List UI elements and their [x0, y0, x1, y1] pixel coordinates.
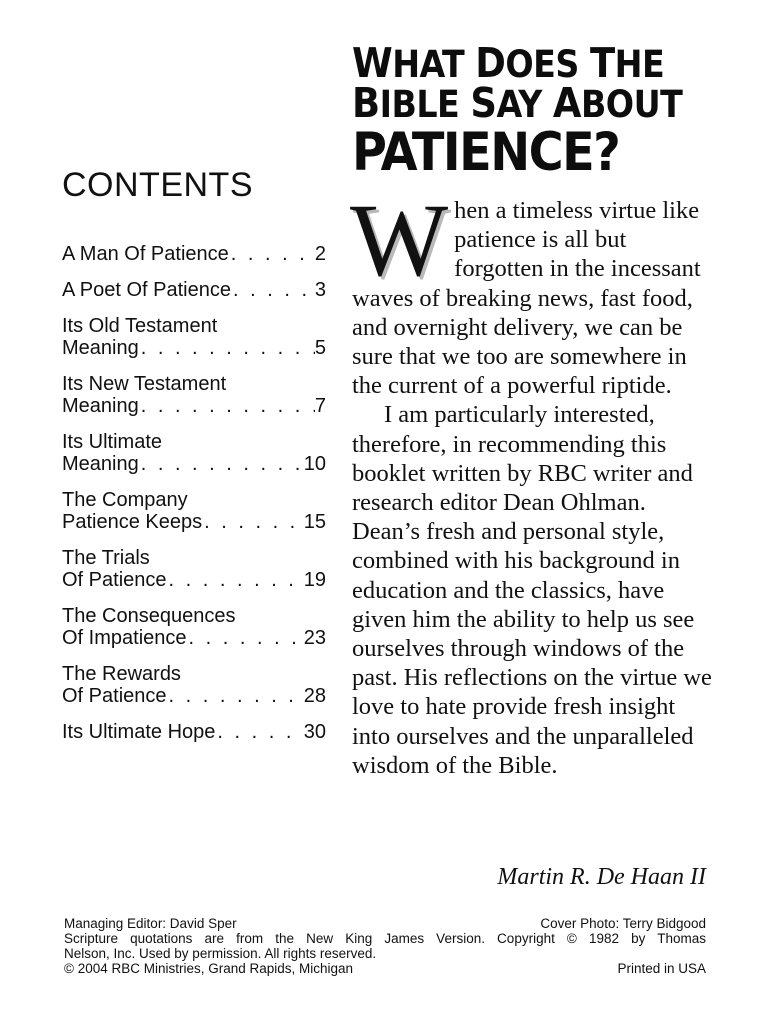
title-text: BOUT — [580, 83, 683, 126]
toc-leader-dots — [139, 395, 315, 417]
toc-entry-title: A Poet Of Patience — [62, 279, 231, 301]
toc-entry[interactable] — [62, 279, 326, 301]
title-cap: S — [470, 79, 497, 127]
title-line-3: PATIENCE? — [352, 122, 620, 183]
toc-page-number: 30 — [303, 721, 326, 743]
contents-heading: CONTENTS — [62, 166, 253, 204]
toc-entry-title-line: Its New Testament — [62, 373, 227, 395]
toc-page-number: 2 — [314, 243, 326, 265]
managing-editor-credit: Managing Editor: David Sper — [64, 916, 237, 931]
toc-entry[interactable] — [62, 243, 326, 265]
toc-entry[interactable] — [62, 431, 326, 475]
title-cap: T — [589, 39, 615, 87]
toc-leader-dots — [229, 243, 315, 265]
toc-entry-title: Patience Keeps — [62, 511, 203, 533]
table-of-contents — [62, 243, 326, 757]
printed-in-notice: Printed in USA — [617, 961, 706, 976]
title-cap: A — [552, 79, 581, 127]
title-cap: W — [352, 39, 393, 87]
title-line-1 — [352, 39, 752, 87]
toc-entry-title: Of Patience — [62, 685, 167, 707]
toc-entry-title: Of Impatience — [62, 627, 187, 649]
credits-footer — [64, 916, 706, 976]
toc-entry-title-line: Its Ultimate — [62, 431, 163, 453]
toc-entry-title: Of Patience — [62, 569, 167, 591]
toc-entry-title: Meaning — [62, 395, 139, 417]
toc-entry-title: A Man Of Patience — [62, 243, 229, 265]
toc-entry[interactable] — [62, 605, 326, 649]
scripture-notice-continued: Nelson, Inc. Used by permission. All rights reserved. — [64, 946, 377, 961]
toc-entry[interactable] — [62, 315, 326, 359]
toc-leader-dots — [215, 721, 303, 743]
toc-leader-dots — [202, 511, 304, 533]
title-line-2 — [352, 79, 752, 127]
toc-page-number: 7 — [314, 395, 326, 417]
title-text: IBLE — [379, 83, 471, 126]
title-text: AY — [496, 83, 553, 126]
cover-photo-credit: Cover Photo: Terry Bidgood — [540, 916, 706, 931]
intro-paragraph: I am particularly interested, therefore, in recommending this booklet written by RBC writer and research editor Dean Ohlman. Dean’s fresh and personal style, combined with his background in education and the classics, have given him the ability to help us see ourselves through windows of the past. His reflections on the virtue we love to hate provide fresh insight into ourselves and the unparalleled wisdom of the Bible. — [352, 401, 712, 779]
scripture-notice: Scripture quotations are from the New King James Version. Copyright © 1982 by Thomas — [64, 931, 706, 946]
toc-entry[interactable] — [62, 663, 326, 707]
toc-entry-title-line: The Consequences — [62, 605, 236, 627]
toc-page-number: 10 — [303, 453, 326, 475]
author-signature: Martin R. De Haan II — [497, 864, 706, 890]
intro-paragraph — [350, 183, 712, 400]
toc-entry[interactable] — [62, 547, 326, 591]
drop-cap: W — [350, 183, 449, 298]
toc-entry-title: Its Ultimate Hope — [62, 721, 216, 743]
toc-page-number: 3 — [314, 279, 326, 301]
toc-entry[interactable] — [62, 721, 326, 743]
toc-page-number: 5 — [314, 337, 326, 359]
title-cap: B — [352, 79, 380, 127]
toc-entry-title-line: The Trials — [62, 547, 150, 569]
toc-entry-title-line: Its Old Testament — [62, 315, 218, 337]
toc-entry-title: Meaning — [62, 337, 139, 359]
title-text: HAT — [392, 43, 476, 86]
toc-page-number: 19 — [303, 569, 326, 591]
introduction — [350, 183, 712, 780]
toc-leader-dots — [139, 337, 315, 359]
intro-paragraph-text: hen a timeless virtue like patience is all but forgotten in the incessant waves of breaking news, fast food, and overnight delivery, we can be sure that we too are somewhere in the current of a powerful riptide. — [352, 197, 701, 400]
toc-page-number: 15 — [303, 511, 326, 533]
title-text: HE — [614, 43, 665, 86]
toc-entry-title-line: The Company — [62, 489, 188, 511]
booklet-title — [352, 39, 752, 183]
title-cap: D — [475, 39, 506, 87]
toc-entry-title: Meaning — [62, 453, 139, 475]
toc-entry[interactable] — [62, 489, 326, 533]
title-text: OES — [505, 43, 590, 86]
toc-entry[interactable] — [62, 373, 326, 417]
toc-page-number: 28 — [303, 685, 326, 707]
toc-leader-dots — [139, 453, 304, 475]
toc-leader-dots — [167, 685, 304, 707]
toc-leader-dots — [167, 569, 304, 591]
toc-leader-dots — [231, 279, 315, 301]
copyright-notice: © 2004 RBC Ministries, Grand Rapids, Michigan — [64, 961, 354, 976]
toc-leader-dots — [187, 627, 304, 649]
toc-entry-title-line: The Rewards — [62, 663, 181, 685]
toc-page-number: 23 — [303, 627, 326, 649]
